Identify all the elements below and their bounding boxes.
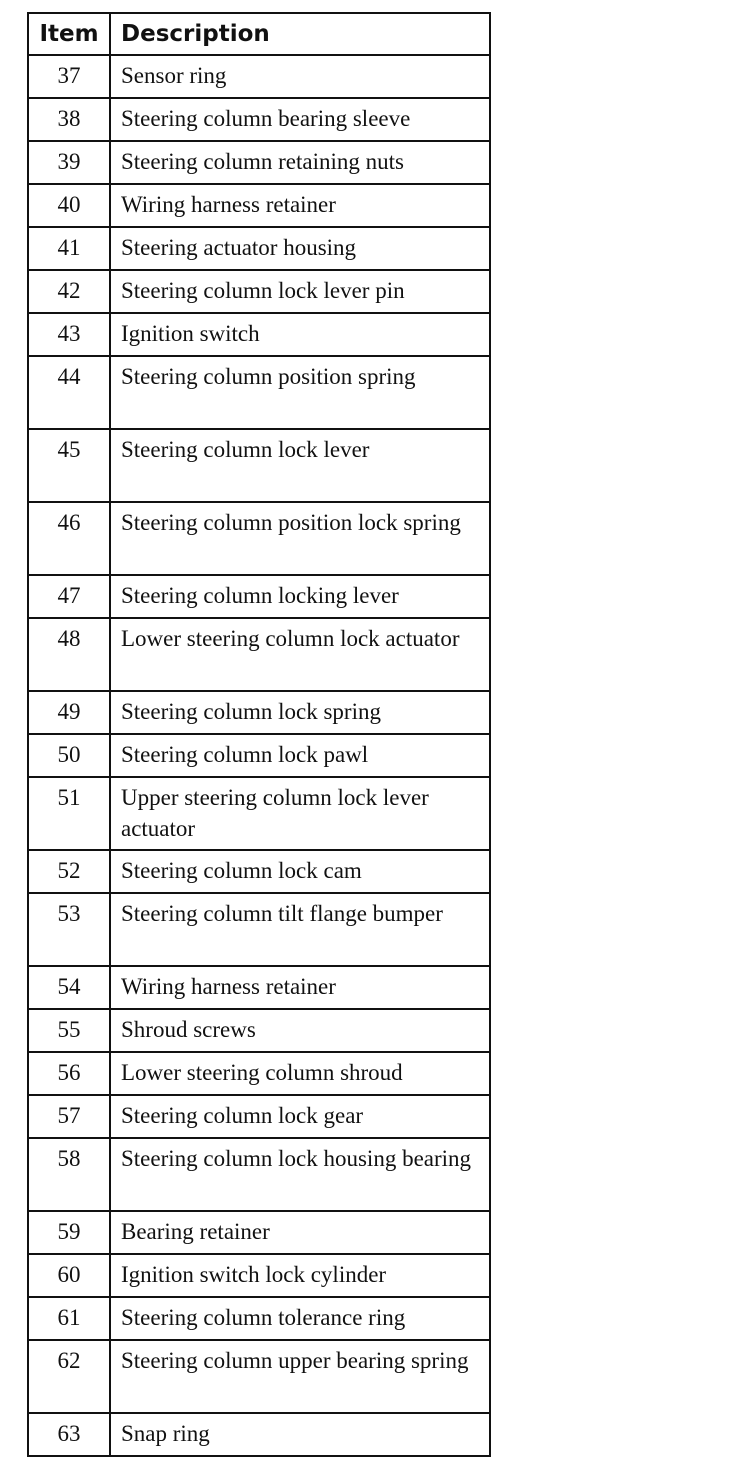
- item-number: 53: [28, 893, 110, 966]
- table-row: [28, 1009, 490, 1052]
- table-row: [28, 141, 490, 184]
- table-row: [28, 502, 490, 575]
- item-description: Lower steering column shroud: [110, 1052, 490, 1095]
- table-row: [28, 356, 490, 429]
- item-description: Steering column lock lever pin: [110, 270, 490, 313]
- item-description: Shroud screws: [110, 1009, 490, 1052]
- item-number: 55: [28, 1009, 110, 1052]
- table-row: [28, 313, 490, 356]
- item-description: Upper steering column lock lever actuator: [110, 777, 490, 850]
- item-description: Steering column lock cam: [110, 850, 490, 893]
- item-column-header: Item: [28, 13, 110, 55]
- item-number: 61: [28, 1297, 110, 1340]
- item-number: 45: [28, 429, 110, 502]
- table-row: [28, 184, 490, 227]
- item-number: 57: [28, 1095, 110, 1138]
- item-number: 63: [28, 1413, 110, 1456]
- table-row: [28, 734, 490, 777]
- item-description: Steering column tilt flange bumper: [110, 893, 490, 966]
- table-row: [28, 618, 490, 691]
- item-number: 62: [28, 1340, 110, 1413]
- item-number: 51: [28, 777, 110, 850]
- table-row: [28, 1254, 490, 1297]
- table-row: [28, 1413, 490, 1456]
- table-row: [28, 1211, 490, 1254]
- table-row: [28, 98, 490, 141]
- item-number: 42: [28, 270, 110, 313]
- table-row: [28, 270, 490, 313]
- item-description: Ignition switch lock cylinder: [110, 1254, 490, 1297]
- item-description: Steering column upper bearing spring: [110, 1340, 490, 1413]
- table-row: [28, 227, 490, 270]
- item-description: Steering column bearing sleeve: [110, 98, 490, 141]
- item-description: Steering column lock pawl: [110, 734, 490, 777]
- item-number: 47: [28, 575, 110, 618]
- table-row: [28, 691, 490, 734]
- item-number: 56: [28, 1052, 110, 1095]
- description-column-header: Description: [110, 13, 490, 55]
- item-description: Steering column lock housing bearing: [110, 1138, 490, 1211]
- item-description: Wiring harness retainer: [110, 966, 490, 1009]
- item-description: Steering column position lock spring: [110, 502, 490, 575]
- table-row: [28, 1340, 490, 1413]
- item-number: 52: [28, 850, 110, 893]
- item-number: 40: [28, 184, 110, 227]
- table-row: [28, 429, 490, 502]
- table-header: [28, 13, 490, 55]
- item-description: Steering actuator housing: [110, 227, 490, 270]
- item-number: 58: [28, 1138, 110, 1211]
- item-description: Steering column position spring: [110, 356, 490, 429]
- table-row: [28, 575, 490, 618]
- item-description: Steering column locking lever: [110, 575, 490, 618]
- item-description: Bearing retainer: [110, 1211, 490, 1254]
- table-row: [28, 1095, 490, 1138]
- item-number: 60: [28, 1254, 110, 1297]
- item-number: 37: [28, 55, 110, 98]
- item-description: Ignition switch: [110, 313, 490, 356]
- item-number: 48: [28, 618, 110, 691]
- item-number: 38: [28, 98, 110, 141]
- table-row: [28, 1138, 490, 1211]
- parts-table: [27, 12, 491, 1457]
- item-description: Steering column tolerance ring: [110, 1297, 490, 1340]
- item-description: Steering column lock spring: [110, 691, 490, 734]
- item-number: 43: [28, 313, 110, 356]
- item-number: 50: [28, 734, 110, 777]
- item-description: Steering column lock lever: [110, 429, 490, 502]
- item-number: 59: [28, 1211, 110, 1254]
- table-row: [28, 1052, 490, 1095]
- item-description: Lower steering column lock actuator: [110, 618, 490, 691]
- table-row: [28, 966, 490, 1009]
- table-row: [28, 850, 490, 893]
- item-description: Wiring harness retainer: [110, 184, 490, 227]
- item-number: 54: [28, 966, 110, 1009]
- item-number: 44: [28, 356, 110, 429]
- item-description: Steering column retaining nuts: [110, 141, 490, 184]
- item-number: 46: [28, 502, 110, 575]
- item-description: Sensor ring: [110, 55, 490, 98]
- table-row: [28, 893, 490, 966]
- item-description: Steering column lock gear: [110, 1095, 490, 1138]
- table-row: [28, 777, 490, 850]
- table-row: [28, 55, 490, 98]
- item-number: 49: [28, 691, 110, 734]
- item-description: Snap ring: [110, 1413, 490, 1456]
- item-number: 41: [28, 227, 110, 270]
- header-row: [28, 13, 490, 55]
- item-number: 39: [28, 141, 110, 184]
- table-row: [28, 1297, 490, 1340]
